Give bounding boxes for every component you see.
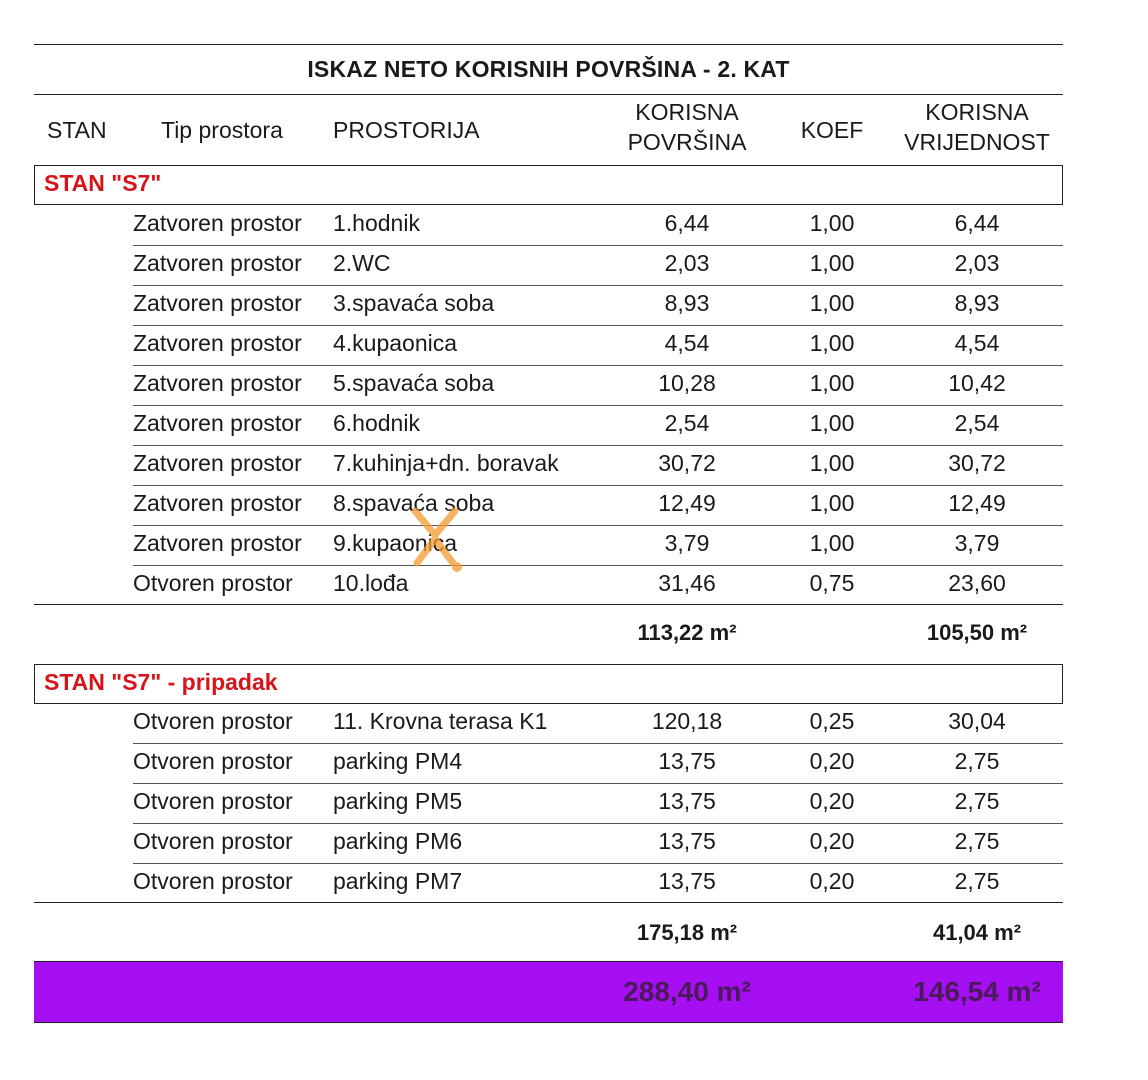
cell-koef: 1,00	[809, 250, 855, 276]
cell-prostorija: parking PM5	[333, 788, 463, 814]
table-row	[34, 245, 1063, 285]
cell-koef: 1,00	[809, 370, 855, 396]
cell-koef: 1,00	[809, 290, 855, 316]
cell-koef: 1,00	[809, 210, 855, 236]
title-rule	[34, 94, 1063, 95]
table-row	[34, 743, 1063, 783]
section-label: STAN "S7"	[44, 170, 162, 196]
cell-prostorija: 6.hodnik	[333, 410, 420, 436]
cell-korisna-povrsina: 13,75	[658, 868, 716, 894]
header-povrsina-line2: POVRŠINA	[627, 129, 747, 155]
section-header-s7	[34, 165, 1063, 205]
cell-koef: 1,00	[809, 410, 855, 436]
section-label: STAN "S7" - pripadak	[44, 669, 278, 695]
cell-tip-prostora: Zatvoren prostor	[133, 490, 302, 516]
cell-korisna-vrijednost: 30,04	[948, 708, 1006, 734]
cell-korisna-povrsina: 3,79	[664, 530, 710, 556]
cell-tip-prostora: Zatvoren prostor	[133, 210, 302, 236]
cell-korisna-povrsina: 6,44	[664, 210, 710, 236]
table-row	[34, 445, 1063, 485]
cell-tip-prostora: Zatvoren prostor	[133, 450, 302, 476]
header-korisna-vrijednost	[877, 97, 1077, 157]
cell-korisna-vrijednost: 6,44	[954, 210, 1000, 236]
table-row	[34, 325, 1063, 365]
cell-tip-prostora: Otvoren prostor	[133, 570, 293, 596]
sum-vrijednost-s7: 105,50 m²	[926, 620, 1028, 645]
header-koef: KOEF	[800, 117, 864, 143]
cell-tip-prostora: Otvoren prostor	[133, 828, 293, 854]
cell-tip-prostora: Zatvoren prostor	[133, 370, 302, 396]
cell-prostorija: 8.spavaća soba	[333, 490, 495, 516]
cell-tip-prostora: Zatvoren prostor	[133, 330, 302, 356]
cell-korisna-povrsina: 13,75	[658, 748, 716, 774]
cell-tip-prostora: Zatvoren prostor	[133, 250, 302, 276]
cell-korisna-vrijednost: 12,49	[948, 490, 1006, 516]
cell-prostorija: parking PM4	[333, 748, 463, 774]
cell-koef: 0,20	[809, 868, 855, 894]
table-row	[34, 285, 1063, 325]
table-row	[34, 703, 1063, 743]
cell-korisna-vrijednost: 2,75	[954, 868, 1000, 894]
section-header-s7-pripadak	[34, 664, 1063, 704]
table-row	[34, 485, 1063, 525]
table-row	[34, 525, 1063, 565]
x-logo-icon	[405, 505, 465, 575]
cell-korisna-vrijednost: 10,42	[948, 370, 1006, 396]
cell-koef: 1,00	[809, 490, 855, 516]
table-row	[34, 863, 1063, 903]
top-rule	[34, 44, 1063, 45]
section-end-rule	[34, 604, 1063, 605]
header-prostorija: PROSTORIJA	[333, 117, 480, 143]
header-vrijednost-line2: VRIJEDNOST	[904, 129, 1050, 155]
cell-korisna-povrsina: 31,46	[658, 570, 716, 596]
sum-vrijednost-pripadak: 41,04 m²	[932, 920, 1022, 945]
table-row	[34, 205, 1063, 245]
cell-korisna-povrsina: 10,28	[658, 370, 716, 396]
cell-korisna-povrsina: 12,49	[658, 490, 716, 516]
header-vrijednost-line1: KORISNA	[925, 99, 1029, 125]
cell-koef: 0,25	[809, 708, 855, 734]
table-title: ISKAZ NETO KORISNIH POVRŠINA - 2. KAT	[307, 56, 790, 82]
cell-prostorija: 1.hodnik	[333, 210, 420, 236]
cell-tip-prostora: Otvoren prostor	[133, 708, 293, 734]
cell-korisna-povrsina: 8,93	[664, 290, 710, 316]
table-row	[34, 365, 1063, 405]
cell-korisna-povrsina: 13,75	[658, 828, 716, 854]
cell-prostorija: 4.kupaonica	[333, 330, 458, 356]
cell-korisna-vrijednost: 30,72	[948, 450, 1006, 476]
cell-prostorija: parking PM7	[333, 868, 463, 894]
cell-korisna-povrsina: 120,18	[651, 708, 723, 734]
header-tip-prostora: Tip prostora	[161, 117, 283, 143]
cell-tip-prostora: Otvoren prostor	[133, 788, 293, 814]
table-row	[34, 565, 1063, 605]
cell-prostorija: 3.spavaća soba	[333, 290, 495, 316]
cell-korisna-vrijednost: 23,60	[948, 570, 1006, 596]
table-row	[34, 823, 1063, 863]
cell-koef: 1,00	[809, 450, 855, 476]
cell-tip-prostora: Zatvoren prostor	[133, 410, 302, 436]
total-vrijednost: 146,54 m²	[913, 976, 1041, 1007]
header-povrsina-line1: KORISNA	[635, 99, 739, 125]
cell-prostorija: parking PM6	[333, 828, 463, 854]
cell-koef: 1,00	[809, 330, 855, 356]
table-row	[34, 405, 1063, 445]
cell-korisna-vrijednost: 8,93	[954, 290, 1000, 316]
cell-korisna-vrijednost: 2,75	[954, 788, 1000, 814]
cell-prostorija: 7.kuhinja+dn. boravak	[333, 450, 559, 476]
cell-korisna-povrsina: 4,54	[664, 330, 710, 356]
grand-total-bar	[34, 961, 1063, 1023]
cell-prostorija: 10.lođa	[333, 570, 409, 596]
cell-korisna-povrsina: 2,54	[664, 410, 710, 436]
cell-korisna-vrijednost: 2,75	[954, 748, 1000, 774]
cell-korisna-povrsina: 13,75	[658, 788, 716, 814]
cell-korisna-vrijednost: 3,79	[954, 530, 1000, 556]
sum-povrsina-pripadak: 175,18 m²	[636, 920, 738, 945]
cell-prostorija: 11. Krovna terasa K1	[333, 708, 548, 734]
cell-koef: 0,20	[809, 748, 855, 774]
cell-korisna-povrsina: 2,03	[664, 250, 710, 276]
cell-prostorija: 9.kupaonica	[333, 530, 458, 556]
cell-tip-prostora: Zatvoren prostor	[133, 290, 302, 316]
cell-prostorija: 5.spavaća soba	[333, 370, 495, 396]
cell-koef: 0,20	[809, 788, 855, 814]
section-end-rule	[34, 902, 1063, 903]
cell-korisna-vrijednost: 4,54	[954, 330, 1000, 356]
cell-korisna-povrsina: 30,72	[658, 450, 716, 476]
cell-korisna-vrijednost: 2,54	[954, 410, 1000, 436]
header-stan: STAN	[47, 117, 107, 143]
cell-koef: 1,00	[809, 530, 855, 556]
header-korisna-povrsina	[587, 97, 787, 157]
table-row	[34, 783, 1063, 823]
cell-koef: 0,20	[809, 828, 855, 854]
cell-prostorija: 2.WC	[333, 250, 391, 276]
cell-tip-prostora: Zatvoren prostor	[133, 530, 302, 556]
cell-koef: 0,75	[809, 570, 855, 596]
cell-tip-prostora: Otvoren prostor	[133, 748, 293, 774]
cell-korisna-vrijednost: 2,75	[954, 828, 1000, 854]
sum-povrsina-s7: 113,22 m²	[637, 620, 737, 645]
total-povrsina: 288,40 m²	[623, 976, 751, 1007]
cell-korisna-vrijednost: 2,03	[954, 250, 1000, 276]
cell-tip-prostora: Otvoren prostor	[133, 868, 293, 894]
